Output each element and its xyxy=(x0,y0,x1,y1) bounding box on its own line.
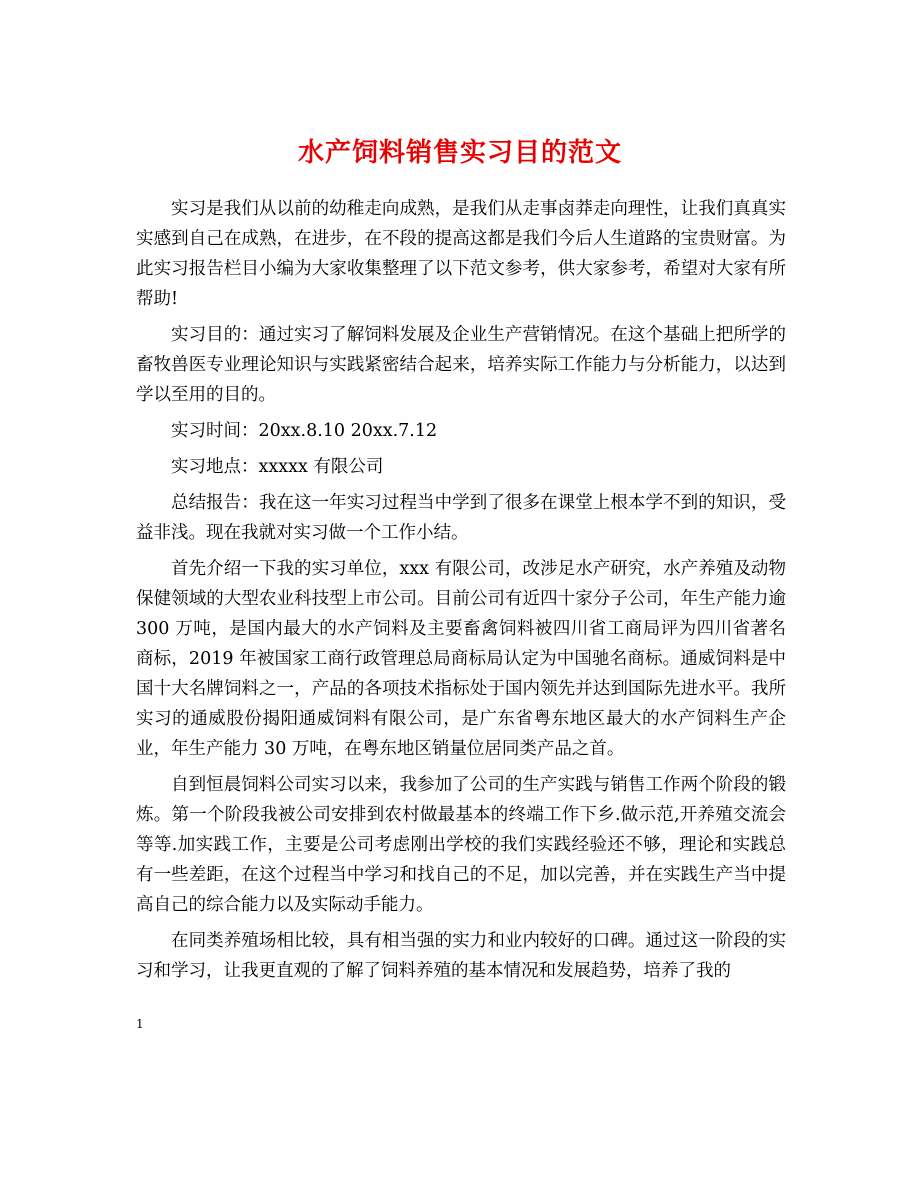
paragraph-time: 实习时间：20xx.8.10 20xx.7.12 xyxy=(171,421,438,441)
paragraph-summary: 总结报告：我在这一年实习过程当中学到了很多在课堂上根本学不到的知识，受益非浅。现在我就对实习做一个工作小结。 xyxy=(136,493,786,543)
paragraph-intro: 实习是我们从以前的幼稚走向成熟，是我们从走事卤莽走向理性，让我们真真实实感到自己在成熟，在进步，在不段的提高这都是我们今后人生道路的宝贵财富。为此实习报告栏目小编为大家收集整理了以下范文参考，供大家参考，希望对大家有所帮助! xyxy=(136,199,786,309)
paragraph-comparison: 在同类养殖场相比较，具有相当强的实力和业内较好的口碑。通过这一阶段的实习和学习，让我更直观的了解了饲料养殖的基本情况和发展趋势，培养了我的 xyxy=(136,931,786,981)
paragraph-purpose: 实习目的：通过实习了解饲料发展及企业生产营销情况。在这个基础上把所学的畜牧兽医专业理论知识与实践紧密结合起来，培养实际工作能力与分析能力，以达到学以至用的目的。 xyxy=(136,325,786,405)
paragraph-stages: 自到恒晨饲料公司实习以来，我参加了公司的生产实践与销售工作两个阶段的锻炼。第一个阶段我被公司安排到农村做最基本的终端工作下乡.做示范,开养殖交流会等等.加实践工作，主要是公司考虑刚出学校的我们实践经验还不够，理论和实践总有一些差距，在这个过程当中学习和找自己的不足，加以完善，并在实践生产当中提高自己的综合能力以及实际动手能力。 xyxy=(136,775,786,915)
paragraph-location: 实习地点：xxxxx 有限公司 xyxy=(171,457,384,477)
page-number: 1 xyxy=(136,1017,144,1031)
document-body xyxy=(136,194,786,992)
document-title: 水产饲料销售实习目的范文 xyxy=(297,138,622,169)
paragraph-company: 首先介绍一下我的实习单位，xxx 有限公司，改涉足水产研究，水产养殖及动物保健领域的大型农业科技型上市公司。目前公司有近四十家分子公司，年生产能力逾 300 万吨，是国内最大的水产饲料及主要畜禽饲料被四川省工商局评为四川省著名商标，2019 年被国家工商行政管理总局商标局认定为中国驰名商标。通威饲料是中国十大名牌饲料之一，产品的各项技术指标处于国内领先并达到国际先进水平。我所实习的通威股份揭阳通威饲料有限公司，是广东省粤东地区最大的水产饲料生产企业，年生产能力 30 万吨，在粤东地区销量位居同类产品之首。 xyxy=(136,559,786,759)
